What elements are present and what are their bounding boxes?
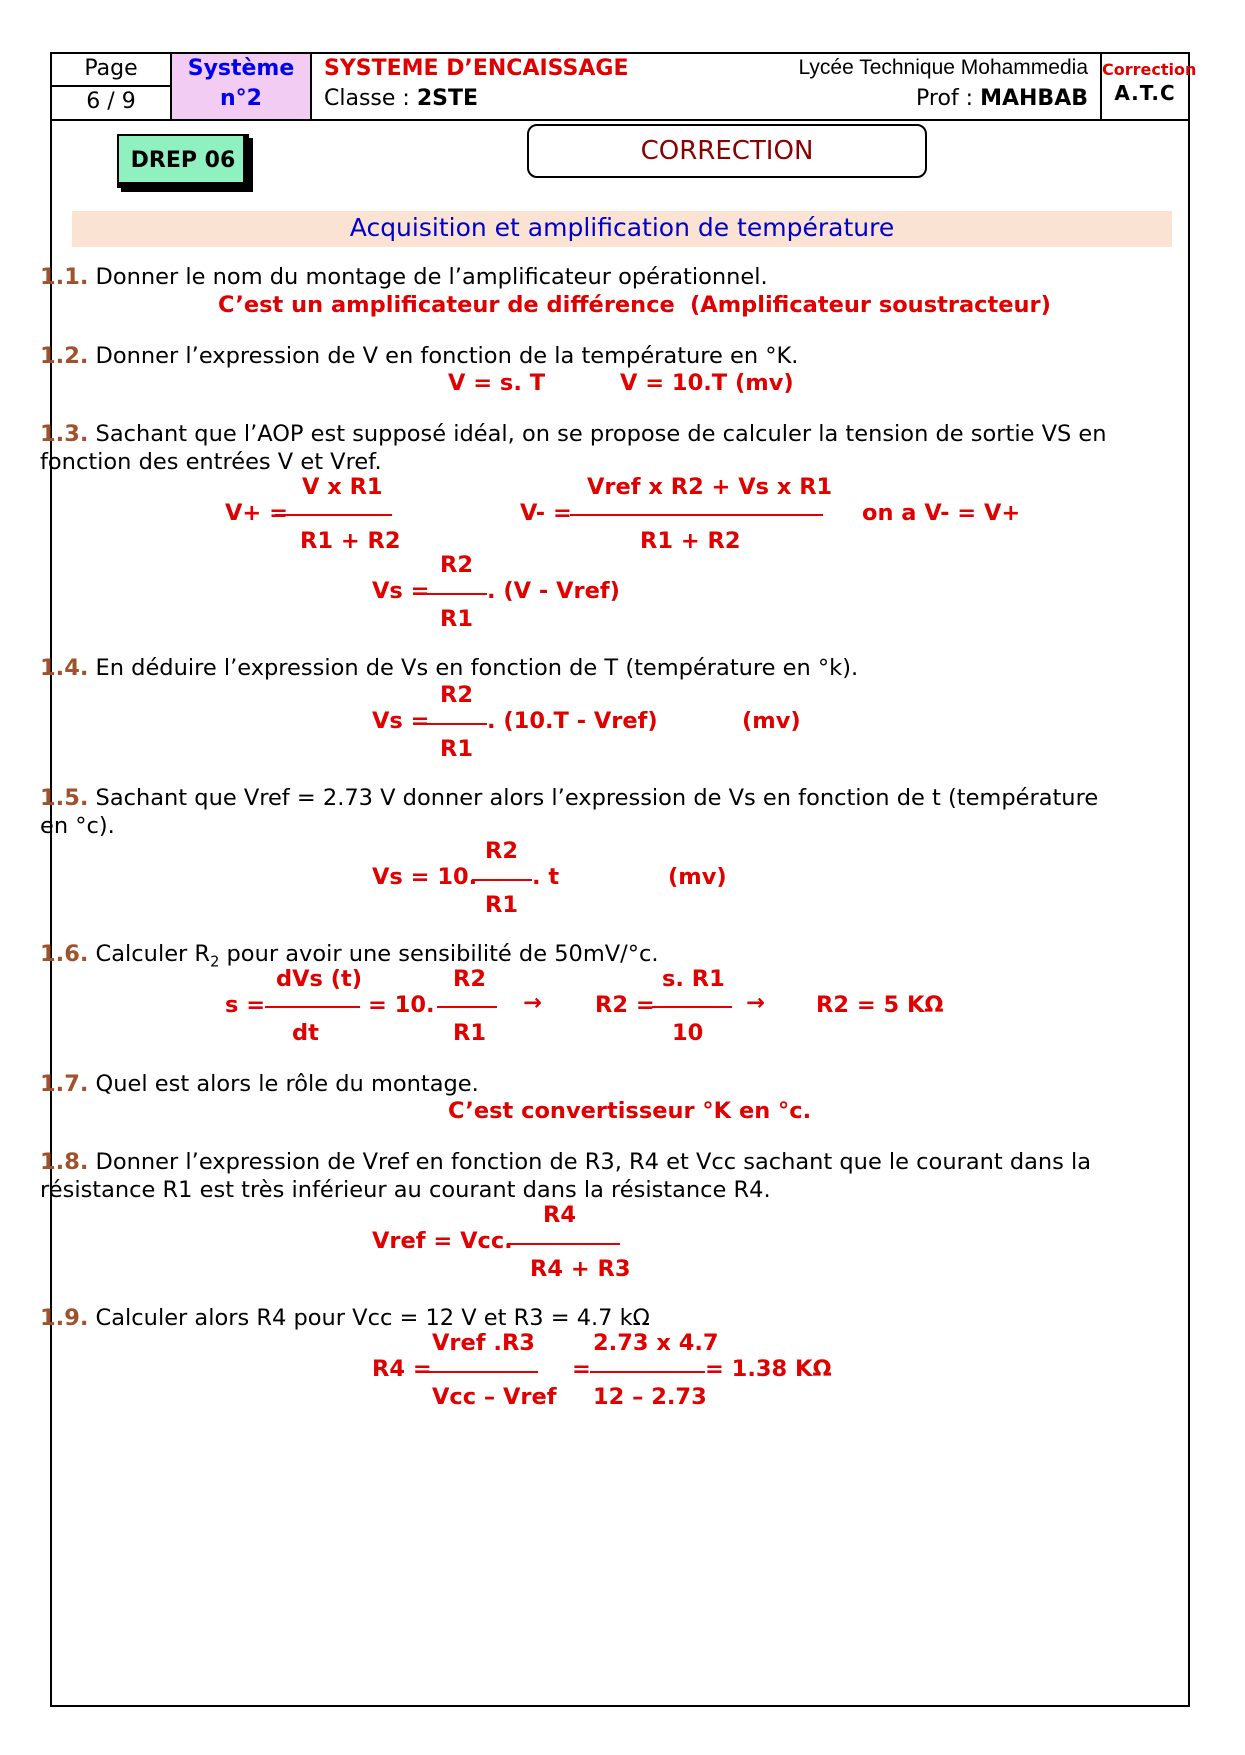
document-title: SYSTEME D’ENCAISSAGE xyxy=(324,56,629,81)
question-number: 1.8. xyxy=(40,1149,89,1175)
vplus-numerator: V x R1 xyxy=(302,474,383,500)
question-number: 1.1. xyxy=(40,264,89,290)
r4-numerator-2: 2.73 x 4.7 xyxy=(593,1330,719,1356)
question-number: 1.3. xyxy=(40,421,89,447)
vminus-denominator: R1 + R2 xyxy=(640,528,741,554)
question-text: Sachant que Vref = 2.73 V donner alors l’expression de Vs en fonction de t (température en °c). xyxy=(40,785,1099,839)
system-cell xyxy=(172,54,312,119)
fraction-bar xyxy=(590,1371,705,1373)
question-number: 1.7. xyxy=(40,1071,89,1097)
correction-title-box: CORRECTION xyxy=(527,124,927,178)
s-mid: = 10. xyxy=(368,992,435,1018)
vs14-numerator: R2 xyxy=(440,682,473,708)
page-value: 6 / 9 xyxy=(86,89,136,114)
question-1-5 xyxy=(40,784,1110,840)
s-lhs: s = xyxy=(225,992,266,1018)
fraction-bar xyxy=(570,514,823,516)
question-1-4 xyxy=(40,654,1110,682)
question-text: Donner le nom du montage de l’amplificateur opérationnel. xyxy=(88,264,768,290)
vplus-denominator: R1 + R2 xyxy=(300,528,401,554)
r2-lhs: R2 = xyxy=(595,992,655,1018)
r4-equals: = xyxy=(572,1356,591,1382)
title-cell xyxy=(312,54,1102,119)
class-value: 2STE xyxy=(416,86,478,111)
fraction-bar xyxy=(275,514,392,516)
section-title: Acquisition et amplification de température xyxy=(72,211,1172,247)
answer-1-7: C’est convertisseur °K en °c. xyxy=(448,1098,812,1124)
question-text: Calculer alors R4 pour Vcc = 12 V et R3 = 4.7 kΩ xyxy=(88,1305,650,1331)
prof-label: Prof : xyxy=(916,86,981,111)
s-numerator: dVs (t) xyxy=(276,966,363,992)
system-value: n°2 xyxy=(220,86,262,111)
question-1-7 xyxy=(40,1070,1110,1098)
vref-lhs: Vref = Vcc. xyxy=(372,1228,513,1254)
class-line xyxy=(324,86,478,111)
page-cell xyxy=(52,54,172,119)
r4-denominator-2: 12 – 2.73 xyxy=(593,1384,707,1410)
r4-denominator: Vcc – Vref xyxy=(432,1384,557,1410)
prof-line xyxy=(916,86,1088,111)
school-name: Lycée Technique Mohammedia xyxy=(798,56,1088,79)
arrow-icon: → xyxy=(523,990,542,1016)
answer-1-2-b: V = 10.T (mv) xyxy=(620,370,794,396)
question-number: 1.2. xyxy=(40,343,89,369)
vs14-denominator: R1 xyxy=(440,736,473,762)
r2-result: R2 = 5 KΩ xyxy=(816,992,944,1018)
vref-numerator: R4 xyxy=(543,1202,576,1228)
system-label: Système xyxy=(187,56,295,81)
question-1-6: 1.6. Calculer $R_2$ pour avoir une sensibilité de 50mV/°c. xyxy=(40,941,659,971)
answer-1-2-a: V = s. T xyxy=(448,370,546,396)
s-denominator: dt xyxy=(292,1020,319,1046)
s-denominator-2: R1 xyxy=(453,1020,486,1046)
vplus-lhs: V+ = xyxy=(225,500,288,526)
question-number: 1.5. xyxy=(40,785,89,811)
r2-denominator: 10 xyxy=(672,1020,704,1046)
vs15-lhs: Vs = 10. xyxy=(372,864,478,890)
vref-denominator: R4 + R3 xyxy=(530,1256,631,1282)
vs14-lhs: Vs = xyxy=(372,708,430,734)
vs14-unit: (mv) xyxy=(742,708,801,734)
fraction-bar xyxy=(427,723,487,725)
s-numerator-2: R2 xyxy=(453,966,486,992)
class-label: Classe : xyxy=(324,86,417,111)
vs15-denominator: R1 xyxy=(485,892,518,918)
correction-code: A.T.C xyxy=(1114,81,1176,105)
vs15-numerator: R2 xyxy=(485,838,518,864)
question-text: Donner l’expression de V en fonction de la température en °K. xyxy=(88,343,799,369)
question-text: Sachant que l’AOP est supposé idéal, on se propose de calculer la tension de sortie VS en fonction des entrées V et Vref. xyxy=(40,421,1107,475)
question-text: En déduire l’expression de Vs en fonction de T (température en °k). xyxy=(88,655,859,681)
vs13-rhs: . (V - Vref) xyxy=(487,578,620,604)
question-text: Quel est alors le rôle du montage. xyxy=(88,1071,479,1097)
vminus-numerator: Vref x R2 + Vs x R1 xyxy=(587,474,833,500)
question-1-8 xyxy=(40,1148,1110,1204)
correction-cell xyxy=(1102,54,1197,119)
fraction-bar xyxy=(265,1006,360,1008)
vs13-numerator: R2 xyxy=(440,552,473,578)
prof-value: MAHBAB xyxy=(980,86,1088,111)
question-1-3 xyxy=(40,420,1110,476)
question-number: 1.4. xyxy=(40,655,89,681)
correction-label: Correction xyxy=(1102,60,1197,79)
vs14-rhs: . (10.T - Vref) xyxy=(487,708,658,734)
question-1-9 xyxy=(40,1304,1110,1332)
drep-badge: DREP 06 xyxy=(117,134,249,188)
arrow-icon: → xyxy=(746,990,765,1016)
vs13-denominator: R1 xyxy=(440,606,473,632)
equality-note: on a V- = V+ xyxy=(862,500,1021,526)
fraction-bar xyxy=(428,1371,538,1373)
question-1-1 xyxy=(40,263,1110,291)
vs15-rhs: . t xyxy=(532,864,560,890)
fraction-bar xyxy=(427,593,487,595)
question-number: 1.9. xyxy=(40,1305,89,1331)
fraction-bar xyxy=(437,1006,497,1008)
answer-1-1-b: (Amplificateur soustracteur) xyxy=(690,292,1051,318)
question-text: Calculer R xyxy=(88,941,211,967)
header xyxy=(52,54,1197,121)
question-text: Donner l’expression de Vref en fonction de R3, R4 et Vcc sachant que le courant dans la résistance R1 est très inférieur au courant dans la résistance R4. xyxy=(40,1149,1092,1203)
vs15-unit: (mv) xyxy=(668,864,727,890)
fraction-bar xyxy=(507,1243,620,1245)
vs13-lhs: Vs = xyxy=(372,578,430,604)
question-number: 1.6. xyxy=(40,941,89,967)
fraction-bar xyxy=(652,1006,732,1008)
answer-1-1-a: C’est un amplificateur de différence xyxy=(218,292,675,318)
page-label: Page xyxy=(52,54,170,87)
r4-result: = 1.38 KΩ xyxy=(705,1356,832,1382)
question-text-cont: pour avoir une sensibilité de 50mV/°c. xyxy=(219,941,659,967)
question-1-2 xyxy=(40,342,1110,370)
vminus-lhs: V- = xyxy=(520,500,572,526)
r4-numerator: Vref .R3 xyxy=(432,1330,535,1356)
r2-numerator: s. R1 xyxy=(662,966,725,992)
fraction-bar xyxy=(472,879,532,881)
r4-lhs: R4 = xyxy=(372,1356,432,1382)
